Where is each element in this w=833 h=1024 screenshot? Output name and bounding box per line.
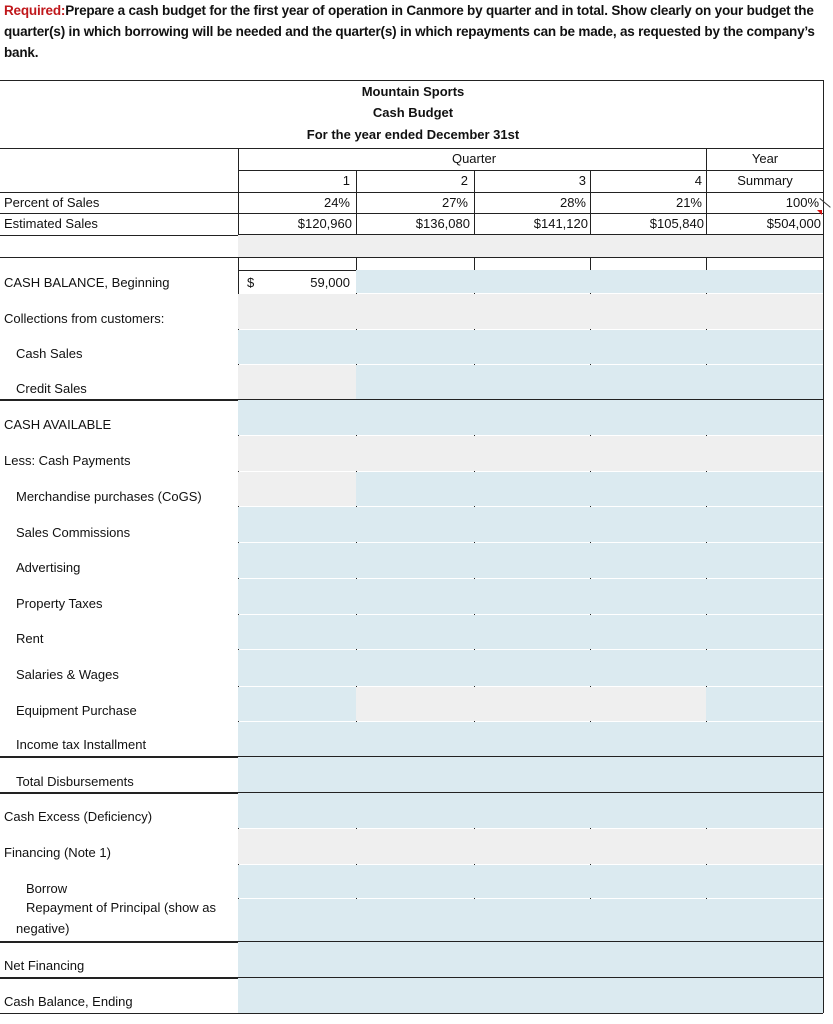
instructions xyxy=(4,0,830,63)
financing-label: Financing (Note 1) xyxy=(4,845,111,860)
cash-sales-cell-3[interactable] xyxy=(474,330,590,364)
ending-cell-5[interactable] xyxy=(706,978,823,1013)
excess-cell-2[interactable] xyxy=(356,793,474,828)
cash-sales-cell-2[interactable] xyxy=(356,330,474,364)
v-line xyxy=(590,170,591,235)
cash-excess-label: Cash Excess (Deficiency) xyxy=(4,809,153,824)
collections-cell-1 xyxy=(238,294,356,329)
less-payments-cell-1 xyxy=(238,436,356,471)
income-tax-cell-3[interactable] xyxy=(474,722,590,756)
credit-sales-cell-2[interactable] xyxy=(356,365,474,399)
ending-cell-1[interactable] xyxy=(238,978,356,1013)
sales-q4: $105,840 xyxy=(649,216,704,231)
financing-cell-5 xyxy=(706,829,823,864)
rent-cell-5[interactable] xyxy=(706,615,823,649)
opening-balance-q1: 59,000 xyxy=(310,275,350,290)
merch-cell-2[interactable] xyxy=(356,472,474,506)
commissions-cell-3[interactable] xyxy=(474,507,590,542)
rent-label: Rent xyxy=(16,631,44,646)
income-tax-label: Income tax Installment xyxy=(16,737,147,752)
repay-cell-3[interactable] xyxy=(474,899,590,941)
income-tax-cell-2[interactable] xyxy=(356,722,474,756)
opening-cell-4[interactable] xyxy=(590,270,706,293)
h-line xyxy=(0,148,823,149)
advertising-cell-1[interactable] xyxy=(238,543,356,578)
repayment-label: Repayment of Principal (show as xyxy=(26,900,217,915)
merch-cell-1 xyxy=(238,472,356,506)
cash-available-label: CASH AVAILABLE xyxy=(4,417,112,432)
rent-cell-4[interactable] xyxy=(590,615,706,649)
required-label: Required: xyxy=(4,3,66,18)
credit-sales-cell-4[interactable] xyxy=(590,365,706,399)
repayment-label-cont: negative) xyxy=(16,921,70,936)
excess-cell-1[interactable] xyxy=(238,793,356,828)
cash-sales-cell-5[interactable] xyxy=(706,330,823,364)
comment-marker-icon xyxy=(817,210,822,215)
credit-sales-label: Credit Sales xyxy=(16,381,87,396)
cash-balance-beginning-label: CASH BALANCE, Beginning xyxy=(4,275,170,290)
advertising-label: Advertising xyxy=(16,560,81,575)
sales-year: $504,000 xyxy=(766,216,821,231)
collections-cell-5 xyxy=(706,294,823,329)
property-taxes-cell-2[interactable] xyxy=(356,579,474,614)
credit-sales-cell-5[interactable] xyxy=(706,365,823,399)
total-disb-cell-4[interactable] xyxy=(590,757,706,792)
ending-cell-4[interactable] xyxy=(590,978,706,1013)
salaries-cell-4[interactable] xyxy=(590,650,706,686)
rent-cell-3[interactable] xyxy=(474,615,590,649)
total-disb-cell-3[interactable] xyxy=(474,757,590,792)
merchandise-purchases-label: Merchandise purchases (CoGS) xyxy=(16,489,202,504)
repay-cell-4[interactable] xyxy=(590,899,706,941)
cash-available-cell-3[interactable] xyxy=(474,400,590,435)
commissions-cell-5[interactable] xyxy=(706,507,823,542)
ending-cell-3[interactable] xyxy=(474,978,590,1013)
h-line xyxy=(0,192,238,193)
borrow-label: Borrow xyxy=(26,881,68,896)
cash-sales-label: Cash Sales xyxy=(16,346,83,361)
estimated-sales-label: Estimated Sales xyxy=(4,216,98,231)
percent-q2: 27% xyxy=(441,195,468,210)
equipment-cell-1[interactable] xyxy=(238,687,356,721)
total-disb-cell-2[interactable] xyxy=(356,757,474,792)
h-line xyxy=(0,1013,823,1014)
less-payments-cell-5 xyxy=(706,436,823,471)
commissions-cell-2[interactable] xyxy=(356,507,474,542)
credit-sales-cell-3[interactable] xyxy=(474,365,590,399)
total-disbursements-label: Total Disbursements xyxy=(16,774,134,789)
v-line xyxy=(823,80,824,1013)
less-payments-cell-3 xyxy=(474,436,590,471)
h-line xyxy=(0,80,823,81)
property-taxes-cell-5[interactable] xyxy=(706,579,823,614)
net-fin-cell-4[interactable] xyxy=(590,942,706,977)
sales-commissions-label: Sales Commissions xyxy=(16,525,131,540)
sales-q2: $136,080 xyxy=(415,216,470,231)
spacer-row xyxy=(238,235,823,257)
currency-sign: $ xyxy=(247,275,255,290)
salaries-cell-5[interactable] xyxy=(706,650,823,686)
borrow-cell-4[interactable] xyxy=(590,865,706,898)
advertising-cell-3[interactable] xyxy=(474,543,590,578)
total-disb-cell-1[interactable] xyxy=(238,757,356,792)
advertising-cell-5[interactable] xyxy=(706,543,823,578)
property-taxes-cell-4[interactable] xyxy=(590,579,706,614)
salaries-cell-2[interactable] xyxy=(356,650,474,686)
advertising-cell-2[interactable] xyxy=(356,543,474,578)
advertising-cell-4[interactable] xyxy=(590,543,706,578)
financing-cell-4 xyxy=(590,829,706,864)
financing-cell-3 xyxy=(474,829,590,864)
cash-available-cell-4[interactable] xyxy=(590,400,706,435)
less-cash-payments-label: Less: Cash Payments xyxy=(4,453,131,468)
income-tax-cell-5[interactable] xyxy=(706,722,823,756)
collections-cell-3 xyxy=(474,294,590,329)
income-tax-cell-4[interactable] xyxy=(590,722,706,756)
collections-cell-4 xyxy=(590,294,706,329)
borrow-cell-1[interactable] xyxy=(238,865,356,898)
rent-cell-1[interactable] xyxy=(238,615,356,649)
cash-available-cell-1[interactable] xyxy=(238,400,356,435)
summary-header: Summary xyxy=(737,173,793,188)
ending-cell-2[interactable] xyxy=(356,978,474,1013)
percent-q1: 24% xyxy=(323,195,350,210)
h-line xyxy=(0,257,823,258)
required-text: Prepare a cash budget for the first year of operation in Canmore by quarter and in total. Show clearly on your budget the quarter(s) in which borrowing will be needed and the quarter(s) in which repayments can be made, as requested by the company’s bank. xyxy=(4,3,815,60)
excess-cell-5[interactable] xyxy=(706,793,823,828)
less-payments-cell-4 xyxy=(590,436,706,471)
salaries-wages-label: Salaries & Wages xyxy=(16,667,119,682)
cash-balance-ending-label: Cash Balance, Ending xyxy=(4,994,133,1009)
opening-cell-3[interactable] xyxy=(474,270,590,293)
property-taxes-cell-3[interactable] xyxy=(474,579,590,614)
h-line xyxy=(238,170,823,171)
repay-cell-2[interactable] xyxy=(356,899,474,941)
percent-year: 100% xyxy=(785,195,819,210)
h-line xyxy=(238,192,823,193)
equipment-purchase-label: Equipment Purchase xyxy=(16,703,137,718)
quarter-4-header: 4 xyxy=(694,173,702,188)
less-payments-cell-2 xyxy=(356,436,474,471)
net-fin-cell-1[interactable] xyxy=(238,942,356,977)
h-line xyxy=(238,213,823,214)
merch-cell-4[interactable] xyxy=(590,472,706,506)
merch-cell-3[interactable] xyxy=(474,472,590,506)
cash-available-cell-5[interactable] xyxy=(706,400,823,435)
sales-q1: $120,960 xyxy=(297,216,352,231)
cash-sales-cell-1[interactable] xyxy=(238,330,356,364)
equipment-cell-3 xyxy=(474,687,590,721)
commissions-cell-1[interactable] xyxy=(238,507,356,542)
budget-period: For the year ended December 31st xyxy=(306,127,520,142)
repay-cell-5[interactable] xyxy=(706,899,823,941)
financing-cell-2 xyxy=(356,829,474,864)
salaries-cell-3[interactable] xyxy=(474,650,590,686)
borrow-cell-2[interactable] xyxy=(356,865,474,898)
opening-cell-5[interactable] xyxy=(706,270,823,293)
sales-q3: $141,120 xyxy=(533,216,588,231)
quarter-2-header: 2 xyxy=(460,173,468,188)
v-line xyxy=(356,170,357,235)
quarter-1-header: 1 xyxy=(342,173,350,188)
budget-title: Cash Budget xyxy=(372,105,454,120)
equipment-cell-2 xyxy=(356,687,474,721)
year-header: Year xyxy=(751,151,779,166)
excess-cell-4[interactable] xyxy=(590,793,706,828)
excess-cell-3[interactable] xyxy=(474,793,590,828)
equipment-cell-5[interactable] xyxy=(706,687,823,721)
h-line xyxy=(0,235,238,236)
net-fin-cell-5[interactable] xyxy=(706,942,823,977)
total-disb-cell-5[interactable] xyxy=(706,757,823,792)
borrow-cell-3[interactable] xyxy=(474,865,590,898)
equipment-cell-4 xyxy=(590,687,706,721)
borrow-cell-5[interactable] xyxy=(706,865,823,898)
repay-cell-1[interactable] xyxy=(238,899,356,941)
quarter-3-header: 3 xyxy=(578,173,586,188)
h-line xyxy=(0,213,238,214)
percent-q4: 21% xyxy=(675,195,702,210)
cash-sales-cell-4[interactable] xyxy=(590,330,706,364)
income-tax-cell-1[interactable] xyxy=(238,722,356,756)
merch-cell-5[interactable] xyxy=(706,472,823,506)
company-name: Mountain Sports xyxy=(361,84,465,99)
percent-q3: 28% xyxy=(559,195,586,210)
net-fin-cell-3[interactable] xyxy=(474,942,590,977)
v-line xyxy=(474,170,475,235)
opening-cell-2[interactable] xyxy=(356,270,474,293)
credit-sales-cell-1 xyxy=(238,365,356,399)
cash-available-cell-2[interactable] xyxy=(356,400,474,435)
comment-connector xyxy=(819,198,830,208)
quarter-header: Quarter xyxy=(451,151,497,166)
net-fin-cell-2[interactable] xyxy=(356,942,474,977)
financing-cell-1 xyxy=(238,829,356,864)
rent-cell-2[interactable] xyxy=(356,615,474,649)
collections-label: Collections from customers: xyxy=(4,311,165,326)
salaries-cell-1[interactable] xyxy=(238,650,356,686)
property-taxes-cell-1[interactable] xyxy=(238,579,356,614)
net-financing-label: Net Financing xyxy=(4,958,85,973)
commissions-cell-4[interactable] xyxy=(590,507,706,542)
property-taxes-label: Property Taxes xyxy=(16,596,103,611)
percent-of-sales-label: Percent of Sales xyxy=(4,195,100,210)
collections-cell-2 xyxy=(356,294,474,329)
